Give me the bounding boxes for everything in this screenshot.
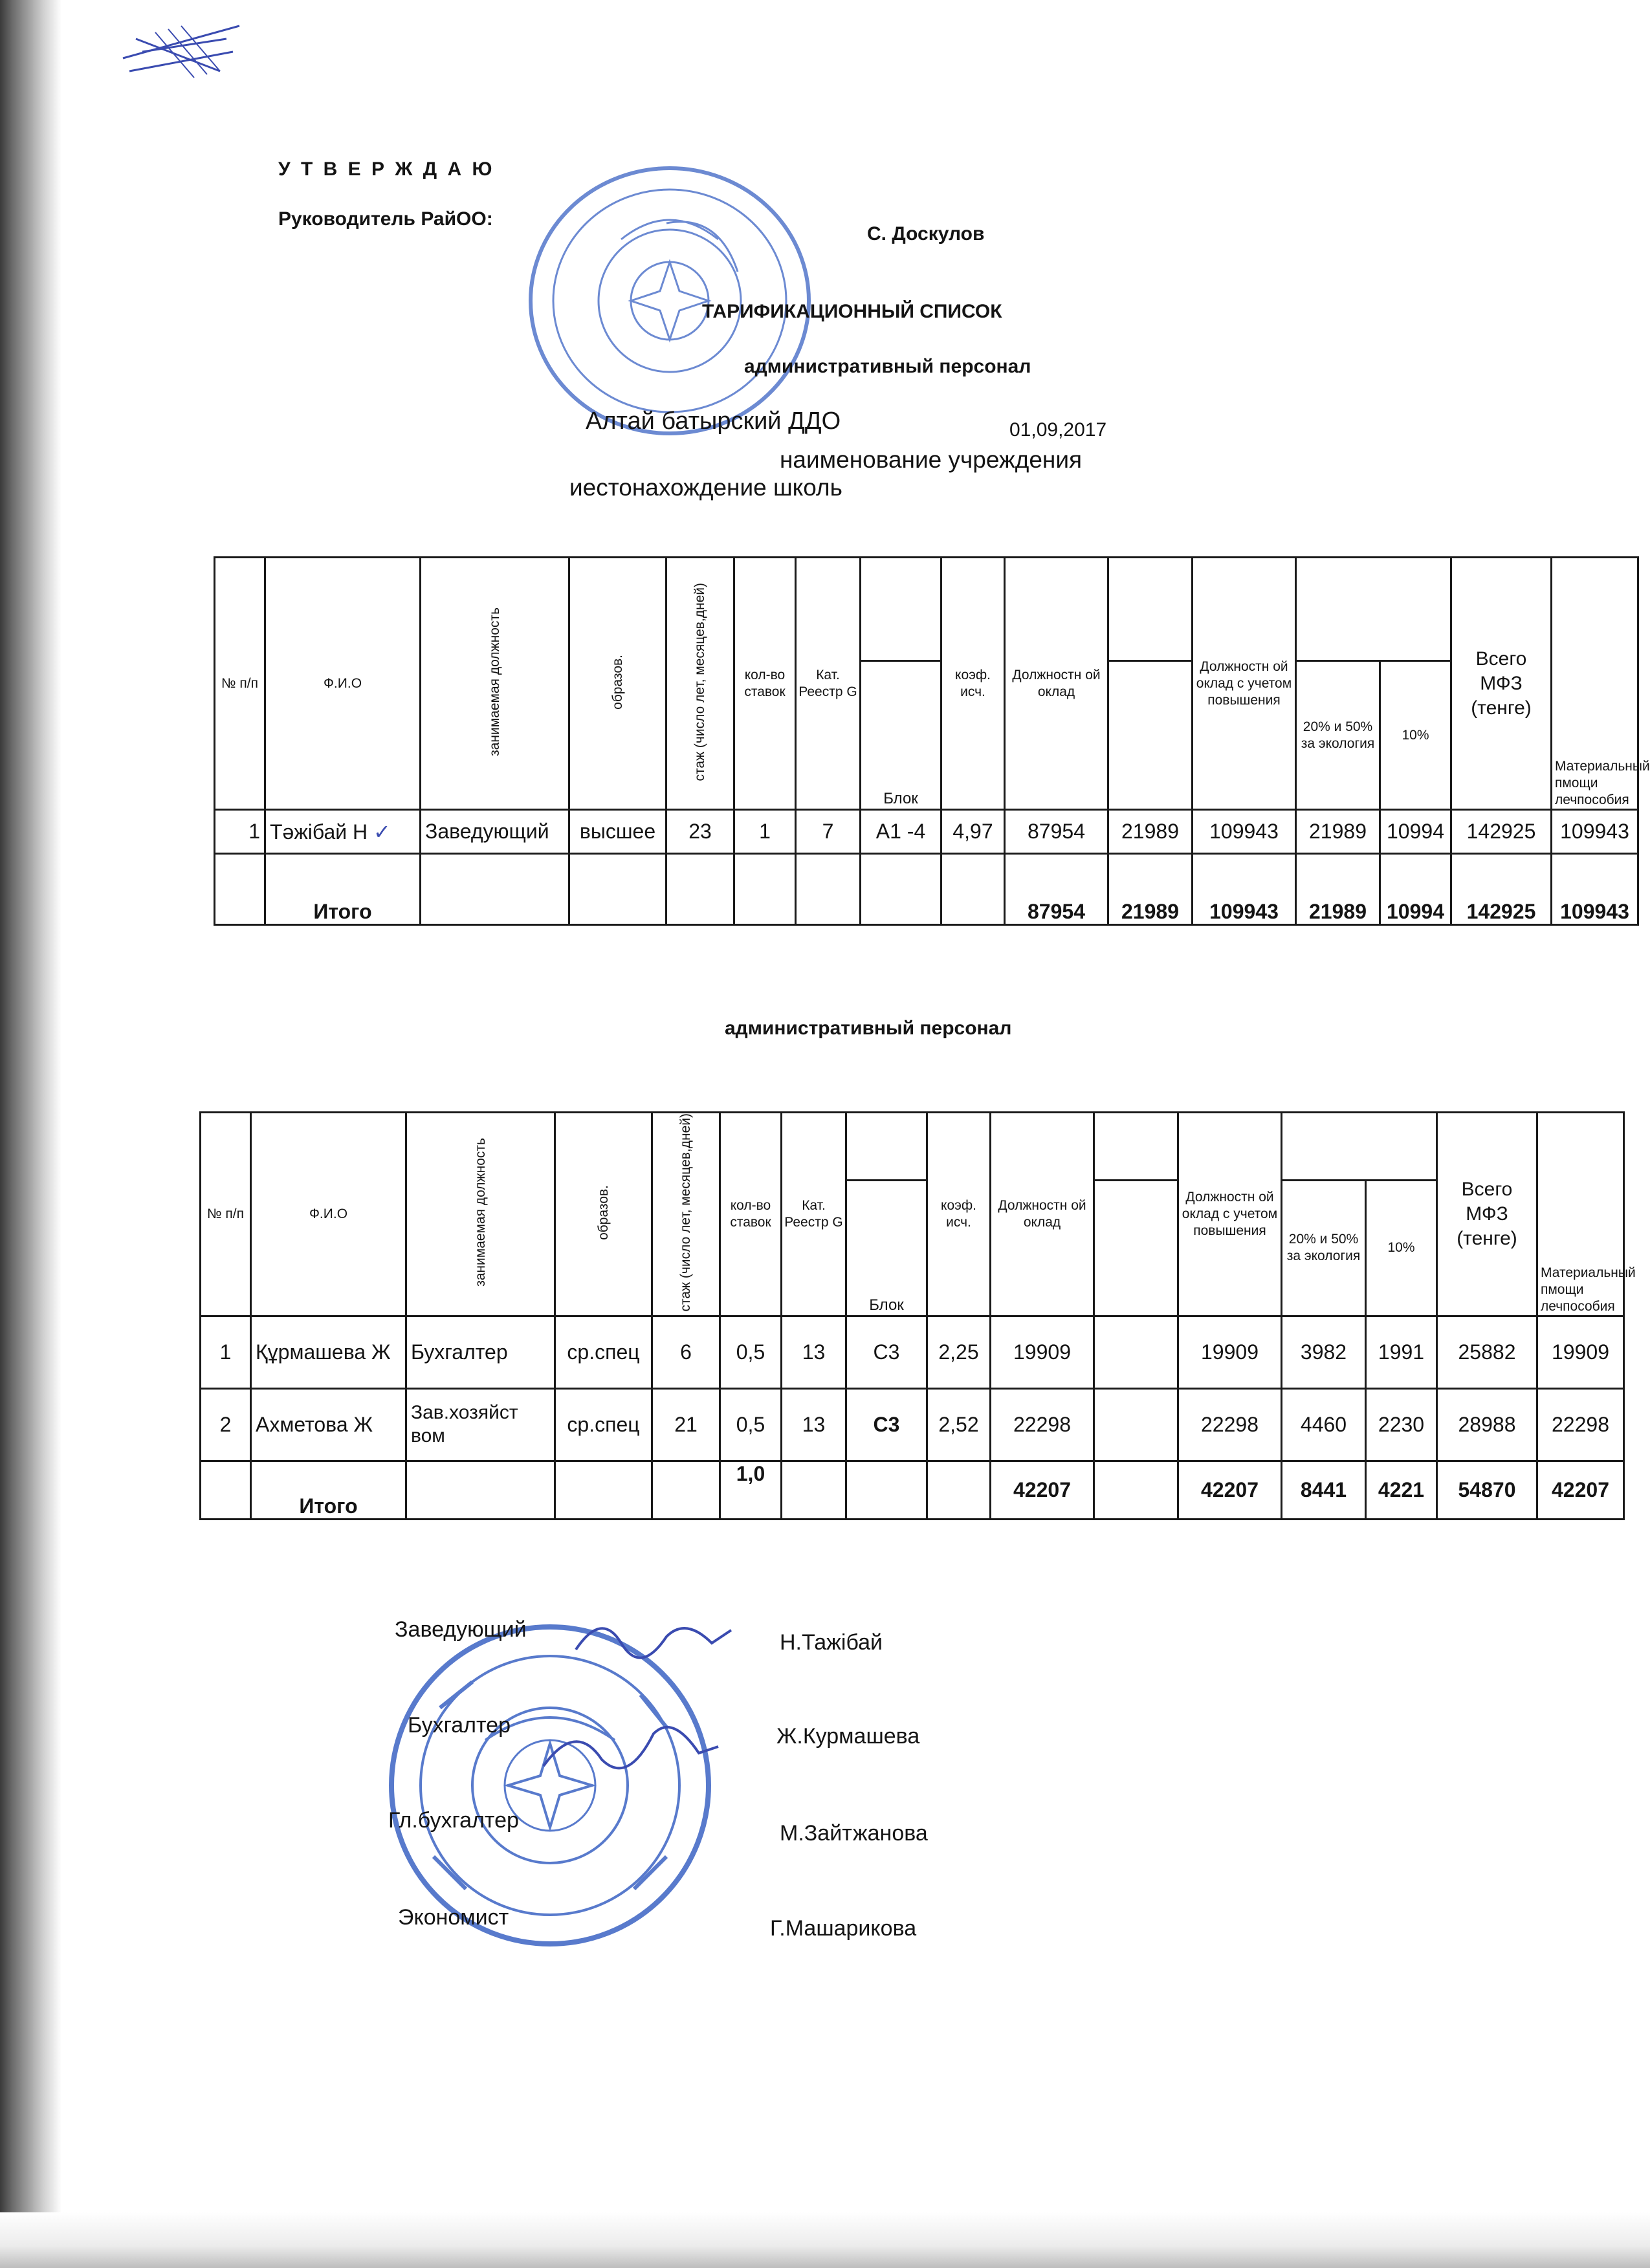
cell-fio-text: Тәжібай Н bbox=[270, 820, 368, 844]
col-header-salary: Должностн ой оклад bbox=[1005, 558, 1108, 810]
total-cell-blank bbox=[941, 854, 1005, 925]
total-rates: 1,0 bbox=[720, 1461, 782, 1519]
cell-num: 1 bbox=[215, 810, 265, 854]
cell-material-aid: 109943 bbox=[1552, 810, 1638, 854]
cell-num: 1 bbox=[201, 1316, 251, 1388]
cell-pct10: 2230 bbox=[1366, 1388, 1437, 1461]
cell-total-mfz: 28988 bbox=[1437, 1388, 1537, 1461]
approve-word: У Т В Е Р Ж Д А Ю bbox=[278, 158, 495, 180]
cell-raised-salary: 22298 bbox=[1178, 1388, 1282, 1461]
cell-raised-salary: 109943 bbox=[1193, 810, 1296, 854]
total-cell-blank bbox=[927, 1461, 991, 1519]
col-header-salary: Должностн ой оклад bbox=[991, 1113, 1094, 1316]
col-header-coef: коэф. исч. bbox=[941, 558, 1005, 810]
total-extra: 21989 bbox=[1108, 854, 1193, 925]
table-row bbox=[215, 810, 1638, 854]
col-header-position-text: занимаемая должность bbox=[487, 607, 502, 756]
cell-category: 7 bbox=[796, 810, 861, 854]
total-extra bbox=[1094, 1461, 1178, 1519]
col-header-extra bbox=[1094, 1180, 1178, 1316]
cell-fio: Ахметова Ж bbox=[251, 1388, 406, 1461]
cell-education: высшее bbox=[569, 810, 666, 854]
checkmark-icon: ✓ bbox=[373, 820, 391, 844]
cell-eco20: 4460 bbox=[1282, 1388, 1366, 1461]
cell-extra: 21989 bbox=[1108, 810, 1193, 854]
total-eco20: 21989 bbox=[1296, 854, 1380, 925]
total-label: Итого bbox=[265, 854, 421, 925]
col-header-block-top bbox=[846, 1113, 927, 1181]
head-label: Руководитель РайОО: bbox=[278, 208, 493, 230]
cell-position: Зав.хозяйст вом bbox=[406, 1388, 555, 1461]
cell-coef: 2,52 bbox=[927, 1388, 991, 1461]
total-cell-blank bbox=[861, 854, 941, 925]
col-header-eco20: 20% и 50% за экология bbox=[1282, 1180, 1366, 1316]
cell-rates: 1 bbox=[734, 810, 796, 854]
cell-education: ср.спец bbox=[555, 1316, 652, 1388]
col-header-raised-salary: Должностн ой оклад с учетом повышения bbox=[1193, 558, 1296, 810]
cell-position: Заведующий bbox=[421, 810, 569, 854]
total-cell-blank bbox=[215, 854, 265, 925]
scan-bottom-shadow bbox=[0, 2212, 1650, 2268]
total-pct10: 4221 bbox=[1366, 1461, 1437, 1519]
table-total-row bbox=[201, 1461, 1624, 1519]
institution-name: Алтай батырский ДДО bbox=[586, 408, 841, 435]
total-cell-blank bbox=[846, 1461, 927, 1519]
total-material-aid: 109943 bbox=[1552, 854, 1638, 925]
col-header-rates: кол-во ставок bbox=[720, 1113, 782, 1316]
cell-rates: 0,5 bbox=[720, 1388, 782, 1461]
scan-left-edge-shadow bbox=[0, 0, 61, 2268]
document-title: ТАРИФИКАЦИОННЫЙ СПИСОК bbox=[702, 301, 1002, 322]
cell-education: ср.спец bbox=[555, 1388, 652, 1461]
table-total-row bbox=[215, 854, 1638, 925]
total-pct10: 10994 bbox=[1380, 854, 1451, 925]
col-header-pct10: 10% bbox=[1366, 1180, 1437, 1316]
col-header-num: № п/п bbox=[215, 558, 265, 810]
cell-total-mfz: 25882 bbox=[1437, 1316, 1537, 1388]
cell-experience: 6 bbox=[652, 1316, 720, 1388]
cell-salary: 22298 bbox=[991, 1388, 1094, 1461]
signature-role-2: Бухгалтер bbox=[408, 1713, 511, 1738]
total-rates bbox=[734, 854, 796, 925]
col-header-experience bbox=[652, 1113, 720, 1316]
cell-eco20: 21989 bbox=[1296, 810, 1380, 854]
cell-extra bbox=[1094, 1316, 1178, 1388]
col-header-extra-top bbox=[1094, 1113, 1178, 1181]
col-header-position bbox=[406, 1113, 555, 1316]
col-header-num: № п/п bbox=[201, 1113, 251, 1316]
signature-name-4: Г.Машарикова bbox=[770, 1916, 917, 1941]
col-header-experience-text: стаж (число лет, месяцев,дней) bbox=[678, 1113, 693, 1312]
list-date: 01,09,2017 bbox=[1009, 419, 1107, 441]
col-header-education bbox=[555, 1113, 652, 1316]
total-cell-blank bbox=[201, 1461, 251, 1519]
cell-material-aid: 19909 bbox=[1537, 1316, 1624, 1388]
total-raised-salary: 42207 bbox=[1178, 1461, 1282, 1519]
total-cell-blank bbox=[782, 1461, 846, 1519]
signature-scribble-1 bbox=[563, 1604, 744, 1682]
col-header-rates: кол-во ставок bbox=[734, 558, 796, 810]
cell-experience: 21 bbox=[652, 1388, 720, 1461]
signature-role-1: Заведующий bbox=[395, 1617, 527, 1642]
total-eco20: 8441 bbox=[1282, 1461, 1366, 1519]
cell-pct10: 10994 bbox=[1380, 810, 1451, 854]
table-row bbox=[201, 1316, 1624, 1388]
location-caption: иестонахождение школь bbox=[569, 474, 842, 501]
cell-extra bbox=[1094, 1388, 1178, 1461]
col-header-raised-salary: Должностн ой оклад с учетом повышения bbox=[1178, 1113, 1282, 1316]
cell-raised-salary: 19909 bbox=[1178, 1316, 1282, 1388]
cell-block: С3 bbox=[846, 1388, 927, 1461]
col-header-bonus-group bbox=[1296, 558, 1451, 661]
tariff-table-1 bbox=[214, 556, 1650, 926]
col-header-total-mfz: Всего МФЗ (тенге) bbox=[1437, 1113, 1537, 1316]
tariff-table-2 bbox=[199, 1111, 1636, 1520]
cell-coef: 2,25 bbox=[927, 1316, 991, 1388]
total-cell-blank bbox=[666, 854, 734, 925]
cell-total-mfz: 142925 bbox=[1451, 810, 1552, 854]
cell-eco20: 3982 bbox=[1282, 1316, 1366, 1388]
total-mfz: 54870 bbox=[1437, 1461, 1537, 1519]
col-header-education-text: образов. bbox=[595, 1184, 611, 1240]
total-salary: 87954 bbox=[1005, 854, 1108, 925]
cell-position: Бухгалтер bbox=[406, 1316, 555, 1388]
total-cell-blank bbox=[652, 1461, 720, 1519]
col-header-eco20: 20% и 50% за экология bbox=[1296, 661, 1380, 810]
cell-material-aid: 22298 bbox=[1537, 1388, 1624, 1461]
col-header-coef: коэф. исч. bbox=[927, 1113, 991, 1316]
cell-block: С3 bbox=[846, 1316, 927, 1388]
col-header-position-text: занимаемая должность bbox=[472, 1138, 488, 1287]
total-cell-blank bbox=[406, 1461, 555, 1519]
signature-name-3: М.Зайтжанова bbox=[780, 1821, 928, 1846]
total-cell-blank bbox=[555, 1461, 652, 1519]
cell-category: 13 bbox=[782, 1388, 846, 1461]
total-mfz: 142925 bbox=[1451, 854, 1552, 925]
total-material-aid: 42207 bbox=[1537, 1461, 1624, 1519]
signature-role-3: Гл.бухгалтер bbox=[388, 1808, 519, 1833]
cell-block: А1 -4 bbox=[861, 810, 941, 854]
cell-category: 13 bbox=[782, 1316, 846, 1388]
col-header-category: Кат. Реестр G bbox=[796, 558, 861, 810]
col-header-bonus-group bbox=[1282, 1113, 1437, 1181]
col-header-material-aid: Материальный пмощи лечпособия bbox=[1537, 1113, 1624, 1316]
col-header-total-mfz: Всего МФЗ (тенге) bbox=[1451, 558, 1552, 810]
signature-scribble-2 bbox=[531, 1708, 725, 1792]
signature-role-4: Экономист bbox=[398, 1905, 509, 1930]
document-subtitle: административный персонал bbox=[744, 356, 1031, 377]
total-cell-blank bbox=[421, 854, 569, 925]
head-name: С. Доскулов bbox=[867, 223, 985, 245]
cell-rates: 0,5 bbox=[720, 1316, 782, 1388]
signature-name-1: Н.Тажібай bbox=[780, 1630, 883, 1655]
total-cell-blank bbox=[569, 854, 666, 925]
cell-num: 2 bbox=[201, 1388, 251, 1461]
col-header-fio: Ф.И.О bbox=[251, 1113, 406, 1316]
cell-pct10: 1991 bbox=[1366, 1316, 1437, 1388]
col-header-extra bbox=[1108, 661, 1193, 810]
institution-caption: наименование учреждения bbox=[780, 446, 1083, 473]
col-header-block: Блок bbox=[861, 661, 941, 810]
signature-name-2: Ж.Курмашева bbox=[776, 1724, 920, 1749]
cell-salary: 19909 bbox=[991, 1316, 1094, 1388]
col-header-position bbox=[421, 558, 569, 810]
pen-scribble-mark bbox=[116, 13, 246, 84]
col-header-category: Кат. Реестр G bbox=[782, 1113, 846, 1316]
col-header-experience-text: стаж (число лет, месяцев,дней) bbox=[692, 582, 707, 781]
col-header-extra-top bbox=[1108, 558, 1193, 661]
total-cell-blank bbox=[796, 854, 861, 925]
total-salary: 42207 bbox=[991, 1461, 1094, 1519]
col-header-experience bbox=[666, 558, 734, 810]
cell-fio bbox=[265, 810, 421, 854]
col-header-block-top bbox=[861, 558, 941, 661]
table-row bbox=[201, 1388, 1624, 1461]
total-label: Итого bbox=[251, 1461, 406, 1519]
col-header-block: Блок bbox=[846, 1180, 927, 1316]
col-header-pct10: 10% bbox=[1380, 661, 1451, 810]
cell-coef: 4,97 bbox=[941, 810, 1005, 854]
col-header-education-text: образов. bbox=[610, 654, 625, 710]
col-header-material-aid: Материальный пмощи лечпособия bbox=[1552, 558, 1638, 810]
col-header-education bbox=[569, 558, 666, 810]
cell-experience: 23 bbox=[666, 810, 734, 854]
cell-salary: 87954 bbox=[1005, 810, 1108, 854]
col-header-fio: Ф.И.О bbox=[265, 558, 421, 810]
section2-title: административный персонал bbox=[725, 1018, 1012, 1039]
total-raised-salary: 109943 bbox=[1193, 854, 1296, 925]
cell-fio: Құрмашева Ж bbox=[251, 1316, 406, 1388]
